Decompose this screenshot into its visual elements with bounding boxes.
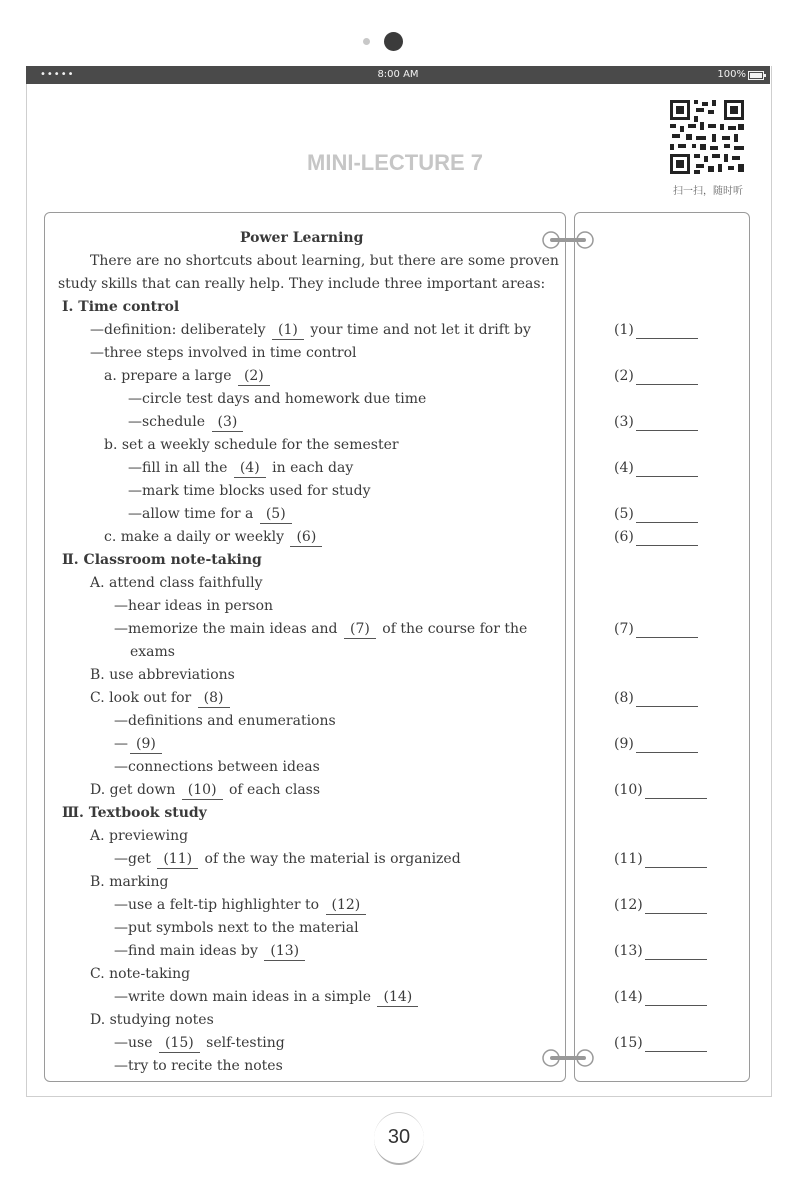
outline-item: —hear ideas in person: [114, 598, 274, 614]
outline-item: c. make a daily or weekly (6): [104, 528, 324, 547]
outline-item: exams: [130, 644, 175, 660]
blank-5: (5): [260, 505, 292, 524]
answer-field[interactable]: (14): [614, 988, 707, 1006]
blank-15: (15): [159, 1034, 200, 1053]
answer-field[interactable]: (15): [614, 1034, 707, 1052]
outline-item: —circle test days and homework due time: [128, 391, 427, 407]
answer-field[interactable]: (10): [614, 781, 707, 799]
outline-item: B. marking: [90, 874, 169, 890]
outline-item: —try to recite the notes: [114, 1058, 283, 1074]
outline-item: — (9): [114, 735, 164, 754]
answer-field[interactable]: (9): [614, 735, 698, 753]
blank-14: (14): [377, 988, 418, 1007]
outline-item: —write down main ideas in a simple (14): [114, 988, 420, 1007]
outline-item: A. attend class faithfully: [90, 575, 263, 591]
answer-field[interactable]: (8): [614, 689, 698, 707]
status-bar: [26, 66, 770, 84]
outline-item: —definitions and enumerations: [114, 713, 336, 729]
outline-item: —connections between ideas: [114, 759, 320, 775]
outline-item: D. get down (10) of each class: [90, 782, 321, 798]
outline-item: B. use abbreviations: [90, 667, 235, 683]
outline-item: —use a felt-tip highlighter to (12): [114, 896, 368, 915]
answer-field[interactable]: (6): [614, 528, 698, 546]
device-camera: [0, 30, 800, 54]
outline-item: —three steps involved in time control: [90, 345, 357, 361]
outline-item: —use (15) self-testing: [114, 1035, 285, 1051]
blank-9: (9): [130, 735, 162, 754]
outline-item: —allow time for a (5): [128, 505, 294, 524]
answer-field[interactable]: (2): [614, 367, 698, 385]
outline-item: C. note-taking: [90, 966, 191, 982]
binder-clip-icon: [538, 230, 598, 250]
section-heading: Ⅱ. Classroom note-taking: [62, 552, 262, 568]
outline-item: —mark time blocks used for study: [128, 483, 371, 499]
blank-2: (2): [238, 367, 270, 386]
answer-field[interactable]: (3): [614, 413, 698, 431]
outline-item: a. prepare a large (2): [104, 367, 272, 386]
blank-8: (8): [198, 689, 230, 708]
section-heading: Ⅲ. Textbook study: [62, 805, 207, 821]
binder-clip-icon: [538, 1048, 598, 1068]
blank-3: (3): [212, 413, 244, 432]
answer-field[interactable]: (1): [614, 321, 698, 339]
outline-item: —find main ideas by (13): [114, 942, 307, 961]
answer-field[interactable]: (5): [614, 505, 698, 523]
blank-1: (1): [272, 321, 304, 340]
status-time: 8:00 AM: [377, 69, 419, 80]
answer-field[interactable]: (13): [614, 942, 707, 960]
answer-field[interactable]: (12): [614, 896, 707, 914]
outline-item: —schedule (3): [128, 413, 245, 432]
answer-field[interactable]: (7): [614, 620, 698, 638]
outline-item: C. look out for (8): [90, 689, 232, 708]
blank-4: (4): [234, 459, 266, 478]
outline-item: —get (11) of the way the material is organized: [114, 851, 461, 867]
battery-percent: 100%: [717, 69, 746, 80]
page-number: 30: [374, 1112, 424, 1165]
blank-12: (12): [326, 896, 367, 915]
section-heading: Ⅰ. Time control: [62, 299, 180, 315]
blank-6: (6): [290, 528, 322, 547]
outline-item: b. set a weekly schedule for the semester: [104, 437, 399, 453]
camera-lens: [384, 32, 403, 51]
outline-item: —definition: deliberately (1) your time and not let it drift by: [90, 322, 531, 338]
blank-7: (7): [344, 620, 376, 639]
signal-indicator: •••••: [40, 69, 75, 80]
blank-10: (10): [182, 781, 223, 800]
blank-13: (13): [264, 942, 305, 961]
blank-11: (11): [157, 850, 198, 869]
outline-item: D. studying notes: [90, 1012, 214, 1028]
lecture-title: MINI-LECTURE 7: [307, 150, 483, 175]
sensor-dot: [363, 38, 370, 45]
outline-item: —fill in all the (4) in each day: [128, 460, 354, 476]
intro-line: study skills that can really help. They include three important areas:: [58, 276, 546, 292]
answer-field[interactable]: (11): [614, 850, 707, 868]
outline-item: —memorize the main ideas and (7) of the course for the: [114, 621, 528, 637]
battery-icon: [748, 71, 764, 80]
outline-item: —put symbols next to the material: [114, 920, 359, 936]
intro-line: There are no shortcuts about learning, but there are some proven: [90, 253, 559, 269]
qr-caption: 扫一扫，随时听: [673, 186, 743, 197]
answer-field[interactable]: (4): [614, 459, 698, 477]
outline-item: A. previewing: [90, 828, 189, 844]
qr-code-icon[interactable]: [668, 98, 746, 176]
notes-title: Power Learning: [240, 230, 364, 246]
